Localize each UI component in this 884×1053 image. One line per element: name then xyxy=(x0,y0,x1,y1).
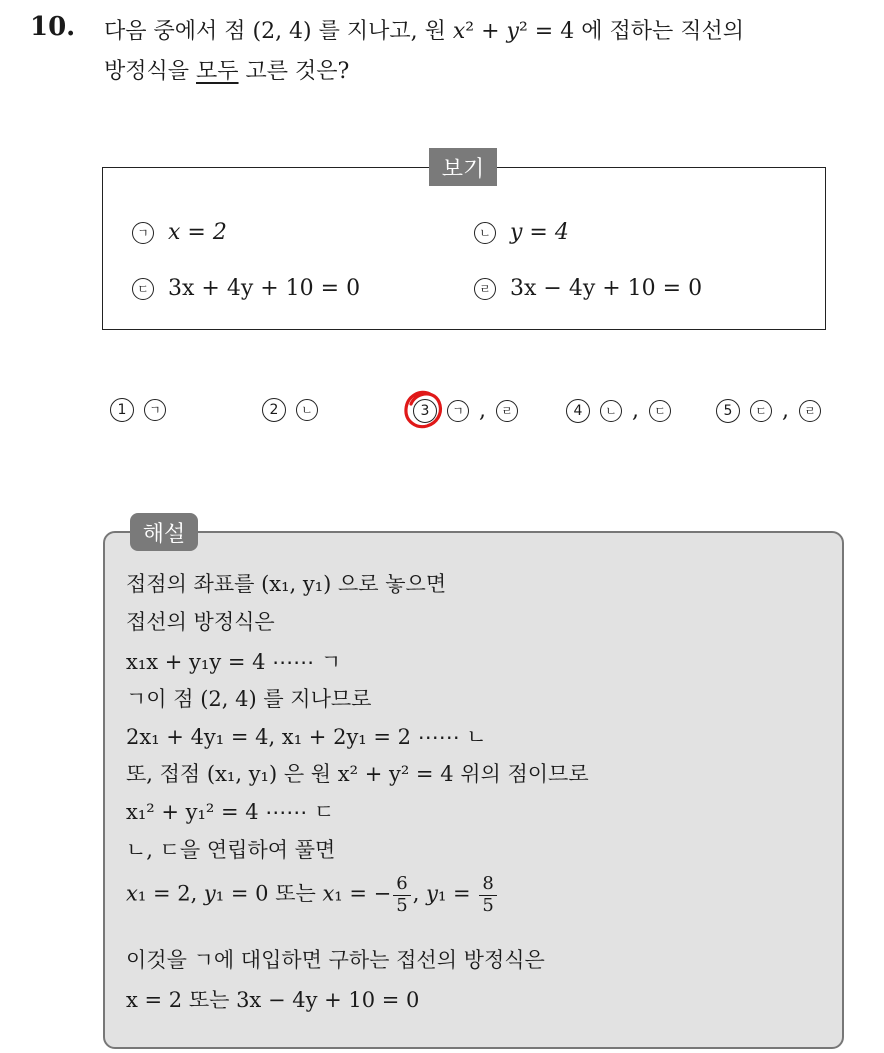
q2-pre: 방정식을 xyxy=(104,59,197,84)
mark-giyeok: ㄱ xyxy=(144,399,166,421)
solution-line: x = 2 또는 3x − 4y + 10 = 0 xyxy=(126,988,420,1012)
mark-rieul: ㄹ xyxy=(799,400,821,422)
solution-line: 이것을 ㄱ에 대입하면 구하는 접선의 방정식은 xyxy=(126,948,545,972)
fraction-6-5 xyxy=(393,874,410,916)
mark-nieun: ㄴ xyxy=(296,399,318,421)
frac-den: 5 xyxy=(396,894,408,916)
solution-title: 해설 xyxy=(130,513,198,551)
bogi-title: 보기 xyxy=(429,148,497,186)
mark-digeut: ㄷ xyxy=(750,400,772,422)
solution-line: ㄱ이 점 (2, 4) 를 지나므로 xyxy=(126,687,372,711)
frac-den: 5 xyxy=(482,894,494,916)
choice-5[interactable] xyxy=(716,398,821,423)
question-text-line1: 다음 중에서 점 (2, 4) 를 지나고, 원 x² + y² = 4 에 접하는 직선의 xyxy=(104,19,744,44)
bogi-box xyxy=(102,167,826,330)
solution-line: 2x₁ + 4y₁ = 4, x₁ + 2y₁ = 2 ⋯⋯ ㄴ xyxy=(126,725,487,749)
frac-num: 6 xyxy=(393,874,410,896)
choice-4[interactable] xyxy=(566,398,671,423)
solution-line: x₁² + y₁² = 4 ⋯⋯ ㄷ xyxy=(126,800,335,824)
choice-number-3: 3 xyxy=(413,399,437,423)
q2-post: 고른 것은? xyxy=(238,59,350,84)
choice-number-4: 4 xyxy=(566,399,590,423)
choice-1[interactable] xyxy=(110,398,166,422)
bogi-expr-d: 3x − 4y + 10 = 0 xyxy=(510,276,703,301)
fraction-8-5 xyxy=(479,874,496,916)
bogi-item-b xyxy=(474,220,569,245)
mark-rieul: ㄹ xyxy=(496,400,518,422)
emphasis-all: 모두 xyxy=(196,59,239,84)
comma: , xyxy=(782,398,789,423)
solution-line: 또, 접점 (x₁, y₁) 은 원 x² + y² = 4 위의 점이므로 xyxy=(126,762,589,786)
bogi-item-c xyxy=(132,276,360,301)
mark-digeut: ㄷ xyxy=(649,400,671,422)
mark-giyeok: ㄱ xyxy=(132,222,154,244)
choice-number-5: 5 xyxy=(716,399,740,423)
comma: , xyxy=(632,398,639,423)
mark-rieul: ㄹ xyxy=(474,278,496,300)
mark-digeut: ㄷ xyxy=(132,278,154,300)
solution-line: 접점의 좌표를 (x₁, y₁) 으로 놓으면 xyxy=(126,572,447,596)
mark-giyeok: ㄱ xyxy=(447,400,469,422)
solution-line: x₁x + y₁y = 4 ⋯⋯ ㄱ xyxy=(126,650,342,674)
solution-line: 접선의 방정식은 xyxy=(126,610,275,634)
solution-line: ㄴ, ㄷ을 연립하여 풀면 xyxy=(126,838,336,862)
comma: , xyxy=(479,398,486,423)
choice-number-2: 2 xyxy=(262,398,286,422)
bogi-expr-c: 3x + 4y + 10 = 0 xyxy=(168,276,361,301)
choice-3[interactable] xyxy=(413,398,518,423)
question-number: 10. xyxy=(30,12,76,42)
frac-num: 8 xyxy=(479,874,496,896)
choice-2[interactable] xyxy=(262,398,318,422)
mark-nieun: ㄴ xyxy=(600,400,622,422)
solution-line-fraction: x₁ = 2, y₁ = 0 또는 x₁ = − $\frac{6}{5}$ , y₁ = $\frac{8}{5}$ xyxy=(126,874,499,916)
mark-nieun: ㄴ xyxy=(474,222,496,244)
bogi-expr-a: x = 2 xyxy=(168,220,227,245)
question-text-line2 xyxy=(104,54,349,85)
choice-number-1: 1 xyxy=(110,398,134,422)
bogi-item-a xyxy=(132,220,227,245)
bogi-expr-b: y = 4 xyxy=(510,220,569,245)
bogi-item-d xyxy=(474,276,702,301)
